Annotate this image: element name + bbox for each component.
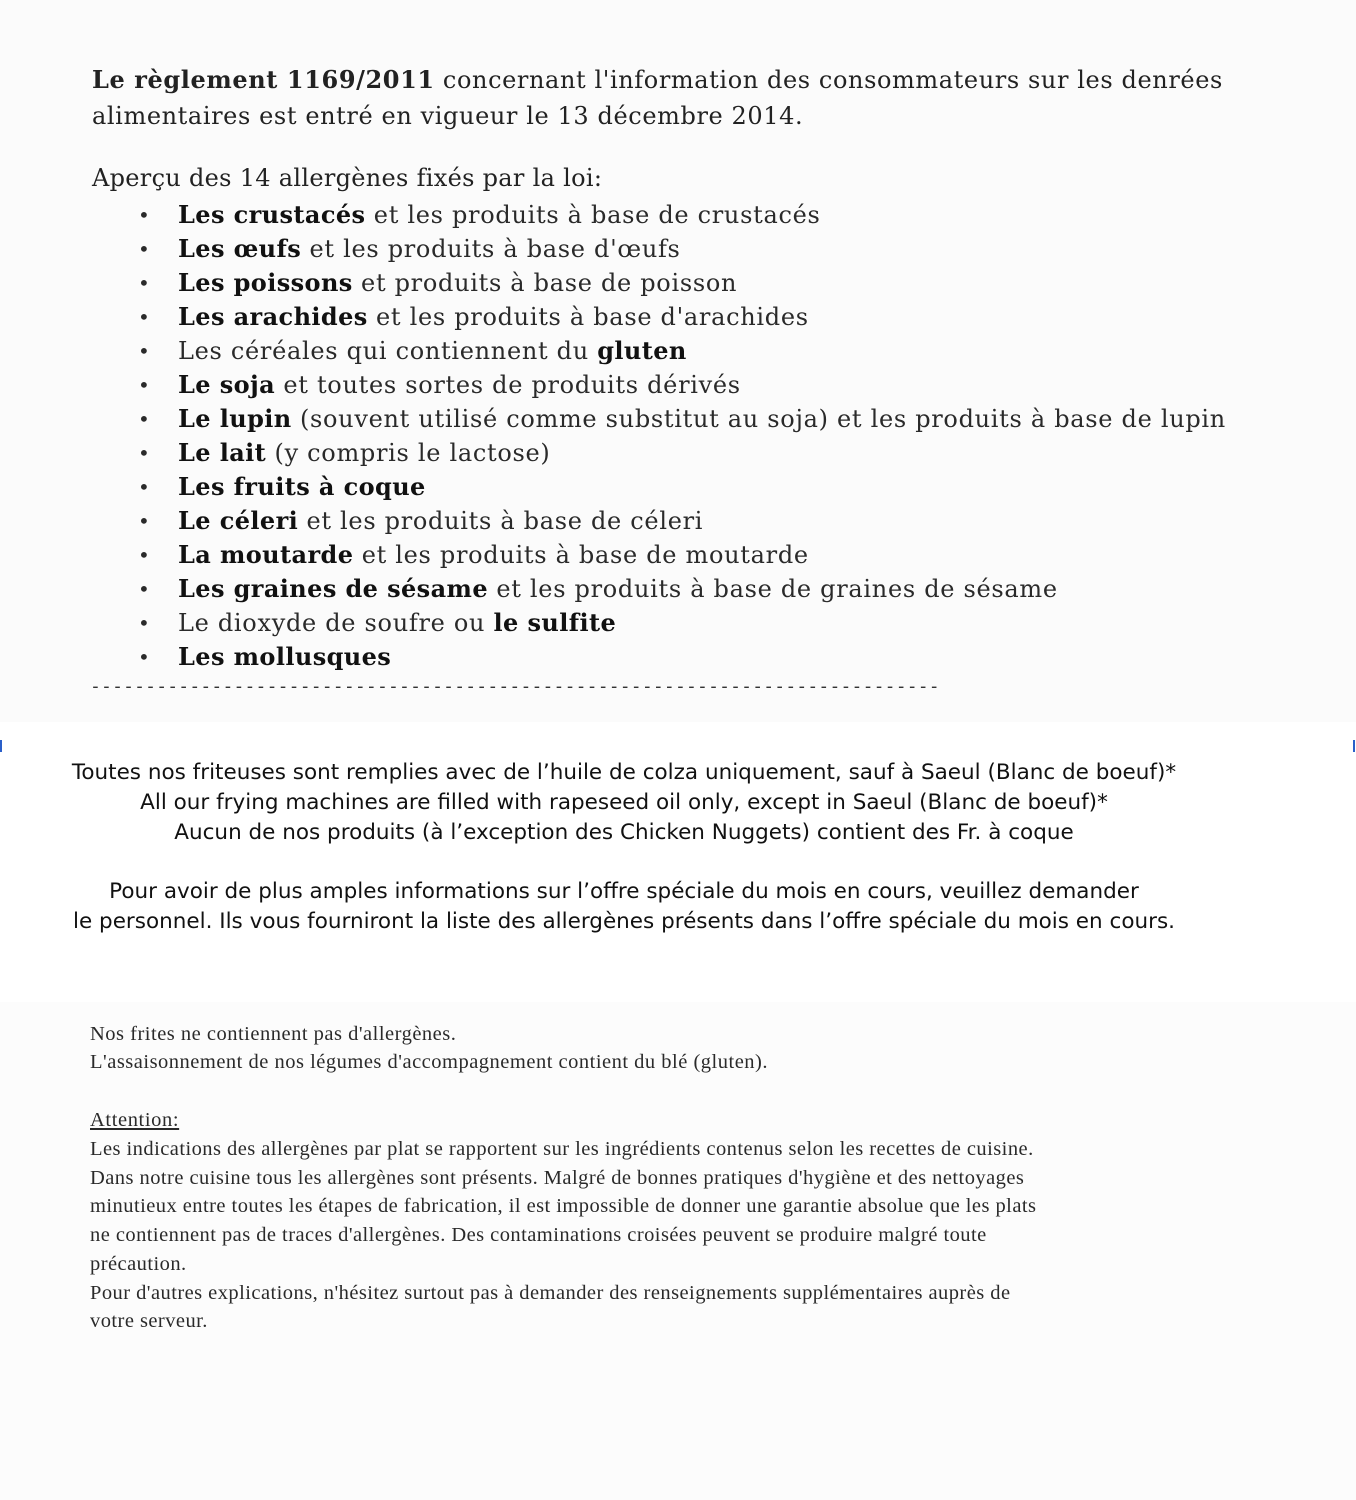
bullet-icon: •	[138, 305, 151, 329]
allergen-name: Les poissons	[178, 268, 353, 297]
disclaimer-line: ne contiennent pas de traces d'allergènes. Des contaminations croisées peuvent se produire malgré toute	[90, 1224, 987, 1247]
disclaimer-line: minutieux entre toutes les étapes de fabrication, il est impossible de donner une garantie absolue que les plats	[90, 1195, 1037, 1218]
allergen-name: Les fruits à coque	[178, 472, 426, 501]
bullet-icon: •	[138, 577, 151, 601]
attention-title: Attention:	[90, 1109, 180, 1131]
notice-line-5: le personnel. Ils vous fourniront la liste des allergènes présents dans l’offre spéciale du mois en cours.	[73, 909, 1175, 934]
bullet-icon: •	[138, 543, 151, 567]
allergen-name: Le lait	[178, 438, 267, 467]
allergen-text: et les produits à base d'œufs	[301, 235, 681, 263]
allergen-name: le sulfite	[493, 608, 617, 637]
allergen-item	[132, 368, 1252, 402]
allergen-text: et les produits à base de crustacés	[365, 201, 821, 229]
allergen-name: Les crustacés	[178, 200, 366, 229]
bullet-icon: •	[138, 203, 151, 227]
allergen-text: et les produits à base de céleri	[298, 507, 704, 535]
disclaimer-line: Pour d'autres explications, n'hésitez surtout pas à demander des renseignements supplémentaires auprès de	[90, 1281, 1011, 1304]
allergen-item	[132, 640, 1252, 674]
allergen-item	[132, 606, 1252, 640]
allergen-name: Les arachides	[178, 302, 368, 331]
allergen-name: Les graines de sésame	[178, 574, 489, 603]
disclaimer-line: Les indications des allergènes par plat se rapportent sur les ingrédients contenus selon les recettes de cuisine.	[90, 1138, 1034, 1160]
fries-line-1: Nos frites ne contiennent pas d'allergènes.	[90, 1023, 457, 1045]
allergen-text: et les produits à base de moutarde	[353, 541, 809, 569]
allergen-text: et les produits à base d'arachides	[367, 303, 809, 331]
allergen-text: Le dioxyde de soufre ou	[178, 609, 494, 637]
allergen-item	[132, 504, 1252, 538]
bullet-icon: •	[138, 339, 151, 363]
notice-line-2: All our frying machines are filled with rapeseed oil only, except in Saeul (Blanc de boeuf)*	[140, 790, 1108, 815]
bullet-icon: •	[138, 407, 151, 431]
allergen-text: (y compris le lactose)	[266, 439, 551, 467]
intro-text-1: concernant l'information des consommateurs sur les denrées	[434, 66, 1223, 94]
disclaimer-line: Dans notre cuisine tous les allergènes sont présents. Malgré de bonnes pratiques d'hygiène et des nettoyages	[90, 1166, 1025, 1189]
allergen-name: Les œufs	[178, 234, 302, 263]
notice-line-4: Pour avoir de plus amples informations sur l’offre spéciale du mois en cours, veuillez demander	[109, 879, 1139, 904]
disclaimer-line: votre serveur.	[90, 1310, 208, 1333]
bullet-icon: •	[138, 237, 151, 261]
allergen-name: Les mollusques	[178, 642, 392, 671]
allergen-name: La moutarde	[178, 540, 354, 569]
allergen-item	[132, 198, 1252, 232]
disclaimer-line: précaution.	[90, 1252, 187, 1275]
fries-and-attention-section	[0, 1002, 1356, 1500]
regulation-intro	[92, 62, 1232, 134]
allergen-item	[132, 402, 1252, 436]
allergen-item	[132, 470, 1252, 504]
bullet-icon: •	[138, 441, 151, 465]
allergen-list	[132, 198, 1252, 674]
bullet-icon: •	[138, 475, 151, 499]
allergen-overview-title: Aperçu des 14 allergènes fixés par la loi:	[92, 164, 603, 192]
allergen-item	[132, 436, 1252, 470]
bullet-icon: •	[138, 373, 151, 397]
allergen-item	[132, 572, 1252, 606]
allergen-text: et toutes sortes de produits dérivés	[275, 371, 741, 399]
allergen-name: Le lupin	[178, 404, 292, 433]
allergen-item	[132, 232, 1252, 266]
oil-notice-section	[0, 722, 1356, 1002]
allergen-item	[132, 266, 1252, 300]
bullet-icon: •	[138, 509, 151, 533]
bullet-icon: •	[138, 645, 151, 669]
allergen-text: et produits à base de poisson	[352, 269, 738, 297]
regulation-section	[0, 0, 1356, 722]
allergen-text: Les céréales qui contiennent du	[178, 337, 598, 365]
regulation-number: Le règlement 1169/2011	[92, 65, 435, 94]
allergen-name: Le soja	[178, 370, 276, 399]
allergen-item	[132, 300, 1252, 334]
notice-line-3: Aucun de nos produits (à l’exception des Chicken Nuggets) contient des Fr. à coque	[174, 820, 1074, 845]
bullet-icon: •	[138, 611, 151, 635]
allergen-name: gluten	[597, 336, 687, 365]
notice-line-1: Toutes nos friteuses sont remplies avec de l’huile de colza uniquement, sauf à Saeul (Blanc de boeuf)*	[71, 760, 1177, 785]
attention-disclaimer	[90, 1135, 1270, 1336]
bullet-icon: •	[138, 271, 151, 295]
allergen-text: (souvent utilisé comme substitut au soja) et les produits à base de lupin	[291, 405, 1226, 433]
allergen-text: et les produits à base de graines de sésame	[488, 575, 1058, 603]
intro-line-1	[92, 62, 1232, 98]
separator-line: -----------------------------------------------------------------------------	[90, 676, 940, 697]
allergen-name: Le céleri	[178, 506, 299, 535]
allergen-item	[132, 334, 1252, 368]
allergen-item	[132, 538, 1252, 572]
fries-line-2: L'assaisonnement de nos légumes d'accompagnement contient du blé (gluten).	[90, 1051, 768, 1073]
intro-line-2: alimentaires est entré en vigueur le 13 décembre 2014.	[92, 102, 804, 130]
